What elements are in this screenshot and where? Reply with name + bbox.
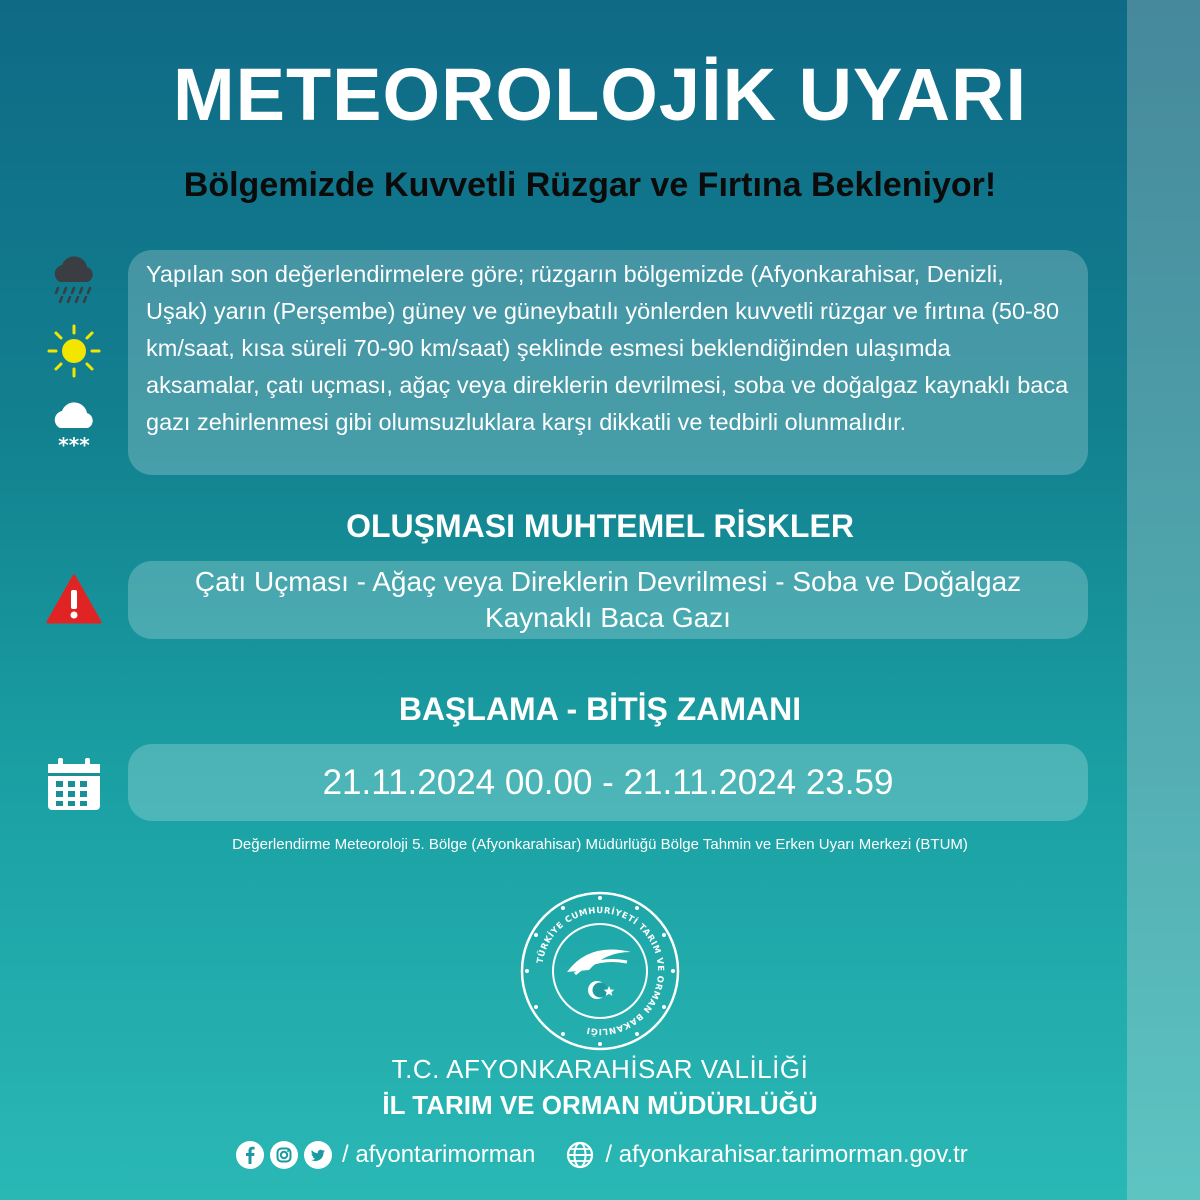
directorate-name: İL TARIM VE ORMAN MÜDÜRLÜĞÜ bbox=[382, 1090, 818, 1120]
rain-cloud-icon bbox=[46, 252, 102, 308]
logo-ring-text: TÜRKİYE CUMHURİYETİ TARIM VE ORMAN BAKANLIĞI bbox=[535, 905, 666, 1037]
source-note: Değerlendirme Meteoroloji 5. Bölge (Afyonkarahisar) Müdürlüğü Bölge Tahmin ve Erken Uyarı Merkezi (BTUM) bbox=[232, 836, 968, 853]
warning-triangle-icon bbox=[46, 572, 102, 628]
svg-text:***: *** bbox=[58, 433, 90, 454]
footer-contact bbox=[236, 1138, 968, 1172]
warning-description-box bbox=[128, 250, 1088, 475]
timing-title: BAŞLAMA - BİTİŞ ZAMANI bbox=[398, 691, 802, 727]
timing-box bbox=[128, 744, 1088, 821]
globe-icon bbox=[565, 1140, 595, 1170]
snow-cloud-icon bbox=[46, 398, 102, 454]
page-subtitle: Bölgemizde Kuvvetli Rüzgar ve Fırtına Bekleniyor! bbox=[183, 166, 997, 204]
instagram-icon[interactable] bbox=[270, 1141, 298, 1169]
risks-box bbox=[128, 561, 1088, 639]
risks-text: Çatı Uçması - Ağaç veya Direklerin Devrilmesi - Soba ve Doğalgaz Kaynaklı Baca Gazı bbox=[194, 566, 1022, 633]
social-handle[interactable]: / afyontarimorman bbox=[342, 1141, 536, 1168]
timing-range: 21.11.2024 00.00 - 21.11.2024 23.59 bbox=[322, 762, 894, 802]
facebook-icon[interactable] bbox=[236, 1141, 264, 1169]
calendar-icon bbox=[46, 756, 102, 812]
twitter-icon[interactable] bbox=[304, 1141, 332, 1169]
ministry-seal-logo bbox=[519, 890, 681, 1052]
sun-icon bbox=[46, 323, 102, 379]
risks-title: OLUŞMASI MUHTEMEL RİSKLER bbox=[346, 508, 854, 544]
warning-text: Yapılan son değerlendirmelere göre; rüzgarın bölgemizde (Afyonkarahisar, Denizli, Uşak) yarın (Perşembe) güney ve güneybatılı yönlerden kuvvetli rüzgar ve fırtına (50-80 km/saat, kısa süreli 70-90 km/saat) şeklinde esmesi beklendiğinden ulaşımda aksamalar, çatı uçması, ağaç veya direklerin devrilmesi, soba ve doğalgaz kaynaklı baca gazı zehirlenmesi gibi olumsuzluklara karşı dikkatli ve tedbirli olunmalıdır. bbox=[146, 261, 1069, 435]
governorship-name: T.C. AFYONKARAHİSAR VALİLİĞİ bbox=[391, 1054, 809, 1084]
website-link[interactable]: / afyonkarahisar.tarimorman.gov.tr bbox=[605, 1141, 968, 1168]
page-title: METEOROLOJİK UYARI bbox=[172, 53, 1028, 136]
